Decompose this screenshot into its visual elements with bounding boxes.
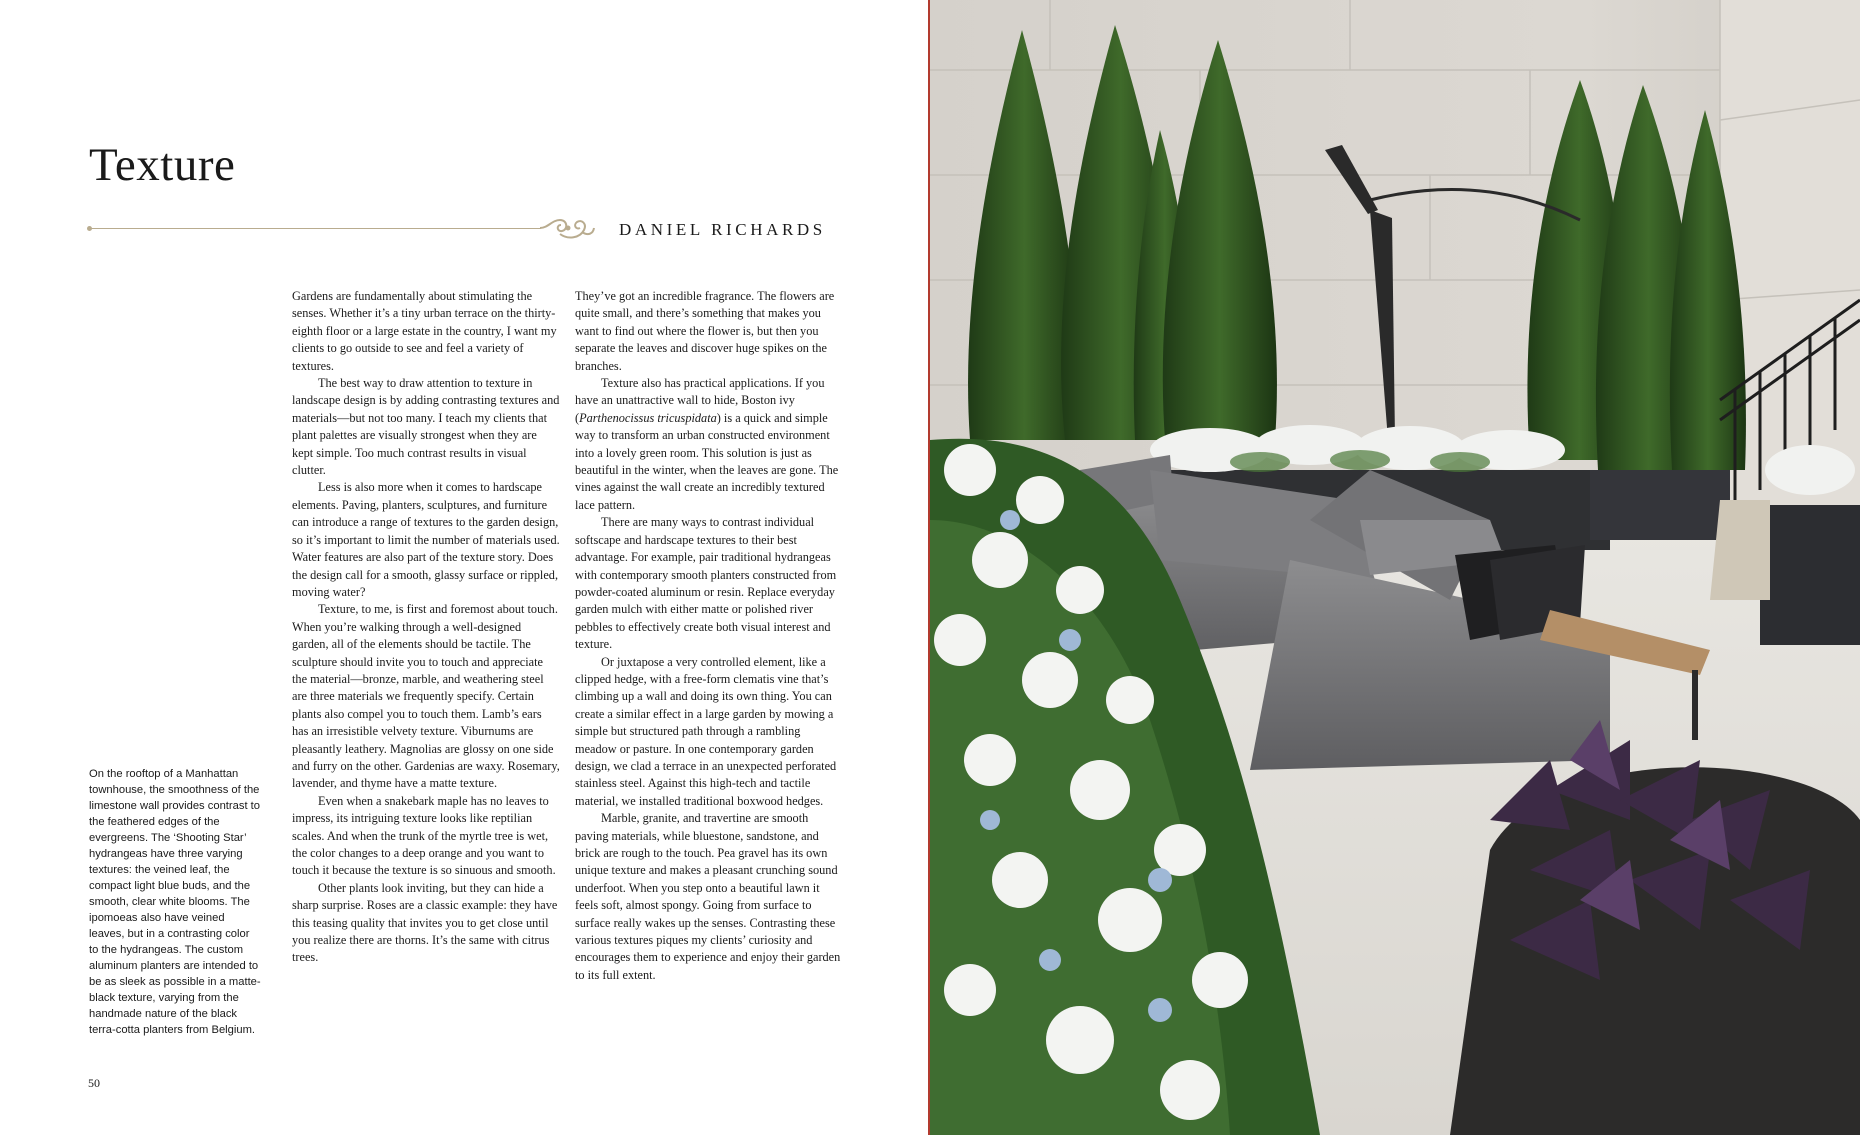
paragraph: The best way to draw attention to texture in landscape design is by adding contrasting textures and materials—but not too many. I teach my clients that plant palettes are visually strongest when they are kept simple. Too much contrast results in visual clutter. xyxy=(292,376,560,478)
paragraph: Other plants look inviting, but they can hide a sharp surprise. Roses are a classic example: they have this teasing quality that invites you to get close until you realize there are thorns. It’s the same with citrus trees. xyxy=(292,880,558,965)
paragraph: Marble, granite, and travertine are smooth paving materials, while bluestone, sandstone, and brick are rough to the touch. Pea gravel has its own unique texture and makes a pleasant crunching sound underfoot. When you step onto a beautiful lawn it feels soft, almost spongy. Going from surface to surface really wakes up the senses. Contrasting these various textures piques my clients’ curiosity and encourages them to experience and enjoy their garden to its full extent. xyxy=(575,811,841,982)
paragraph-text: Texture also has practical applications. If you have an unattractive wall to hide, Boston ivy ( xyxy=(575,376,825,425)
flourish-ornament-icon xyxy=(538,214,596,242)
paragraph: Texture, to me, is first and foremost about touch. When you’re walking through a well-designed garden, all of the elements should be tactile. The sculpture should invite you to touch and appreciate the material—bronze, marble, and weathering steel are three materials we frequently specify. Certain plants also compel you to touch them. Lamb’s ears has an irresistible velvety texture. Viburnums are pleasantly leathery. Magnolias are glossy on one side and furry on the other. Gardenias are waxy. Rosemary, lavender, and thyme have a matte texture. xyxy=(292,602,560,791)
left-page xyxy=(0,0,929,1135)
paragraph: There are many ways to contrast individual softscape and hardscape textures to their best advantage. For example, pair traditional hydrangeas with contemporary smooth planters constructed from powder-coated aluminum or resin. Replace everyday garden mulch with either matte or polished river pebbles to effectively create both visual interest and texture. xyxy=(575,515,837,652)
page-number: 50 xyxy=(88,1076,100,1090)
paragraph-text: ) is a quick and simple way to transform an urban constructed environment into a lovely green room. This solution is just as beautiful in the winter, when the leaves are gone. The vines against the wall create an incredibly textured lace pattern. xyxy=(575,410,839,512)
body-column-1 xyxy=(292,288,560,967)
page-title: Texture xyxy=(89,139,236,191)
paragraph: They’ve got an incredible fragrance. The flowers are quite small, and there’s something that makes you want to find out where the flower is, but then you separate the leaves and discover huge spikes on the branches. xyxy=(575,289,835,373)
botanical-name: Parthenocissus tricuspidata xyxy=(579,410,717,425)
body-column-2 xyxy=(575,288,843,984)
paragraph: Less is also more when it comes to hardscape elements. Paving, planters, sculptures, and furniture can introduce a range of textures to the garden design, so it’s important to limit the number of materials used. Water features are also part of the texture story. Does the design call for a smooth, glassy surface or rippled, moving water? xyxy=(292,480,560,599)
paragraph: Gardens are fundamentally about stimulating the senses. Whether it’s a tiny urban terrace on the thirty-eighth floor or a large estate in the country, I want my clients to go outside to see and feel a variety of textures. xyxy=(292,289,557,373)
paragraph: Even when a snakebark maple has no leaves to impress, its intriguing texture looks like reptilian scales. And when the trunk of the myrtle tree is wet, the color changes to a deep orange and you want to touch it because the texture is so sinuous and smooth. xyxy=(292,793,556,878)
photo-caption: On the rooftop of a Manhattan townhouse, the smoothness of the limestone wall provides contrast to the feathered edges of the evergreens. The ‘Shooting Star’ hydrangeas have three varying textures: the veined leaf, the compact light blue buds, and the smooth, clear white blooms. The ipomoeas also have veined leaves, but in a contrasting color to the hydrangeas. The custom aluminum planters are intended to be as sleek as possible in a matte-black texture, varying from the handmade nature of the black terra-cotta planters from Belgium. xyxy=(89,768,261,1036)
author-name: DANIEL RICHARDS xyxy=(619,220,826,239)
paragraph: Or juxtapose a very controlled element, like a clipped hedge, with a free-form clematis vine that’s climbing up a wall and doing its own thing. You can create a similar effect in a large garden by mowing a simple but structured path through a rambling meadow or pasture. In one contemporary garden design, we clad a terrace in an unexpected perforated stainless steel. Against this high-tech and tactile material, we installed traditional boxwood hedges. xyxy=(575,654,837,808)
garden-photo xyxy=(930,0,1860,1135)
title-rule xyxy=(89,228,541,229)
paragraph-boston-ivy xyxy=(575,375,843,514)
